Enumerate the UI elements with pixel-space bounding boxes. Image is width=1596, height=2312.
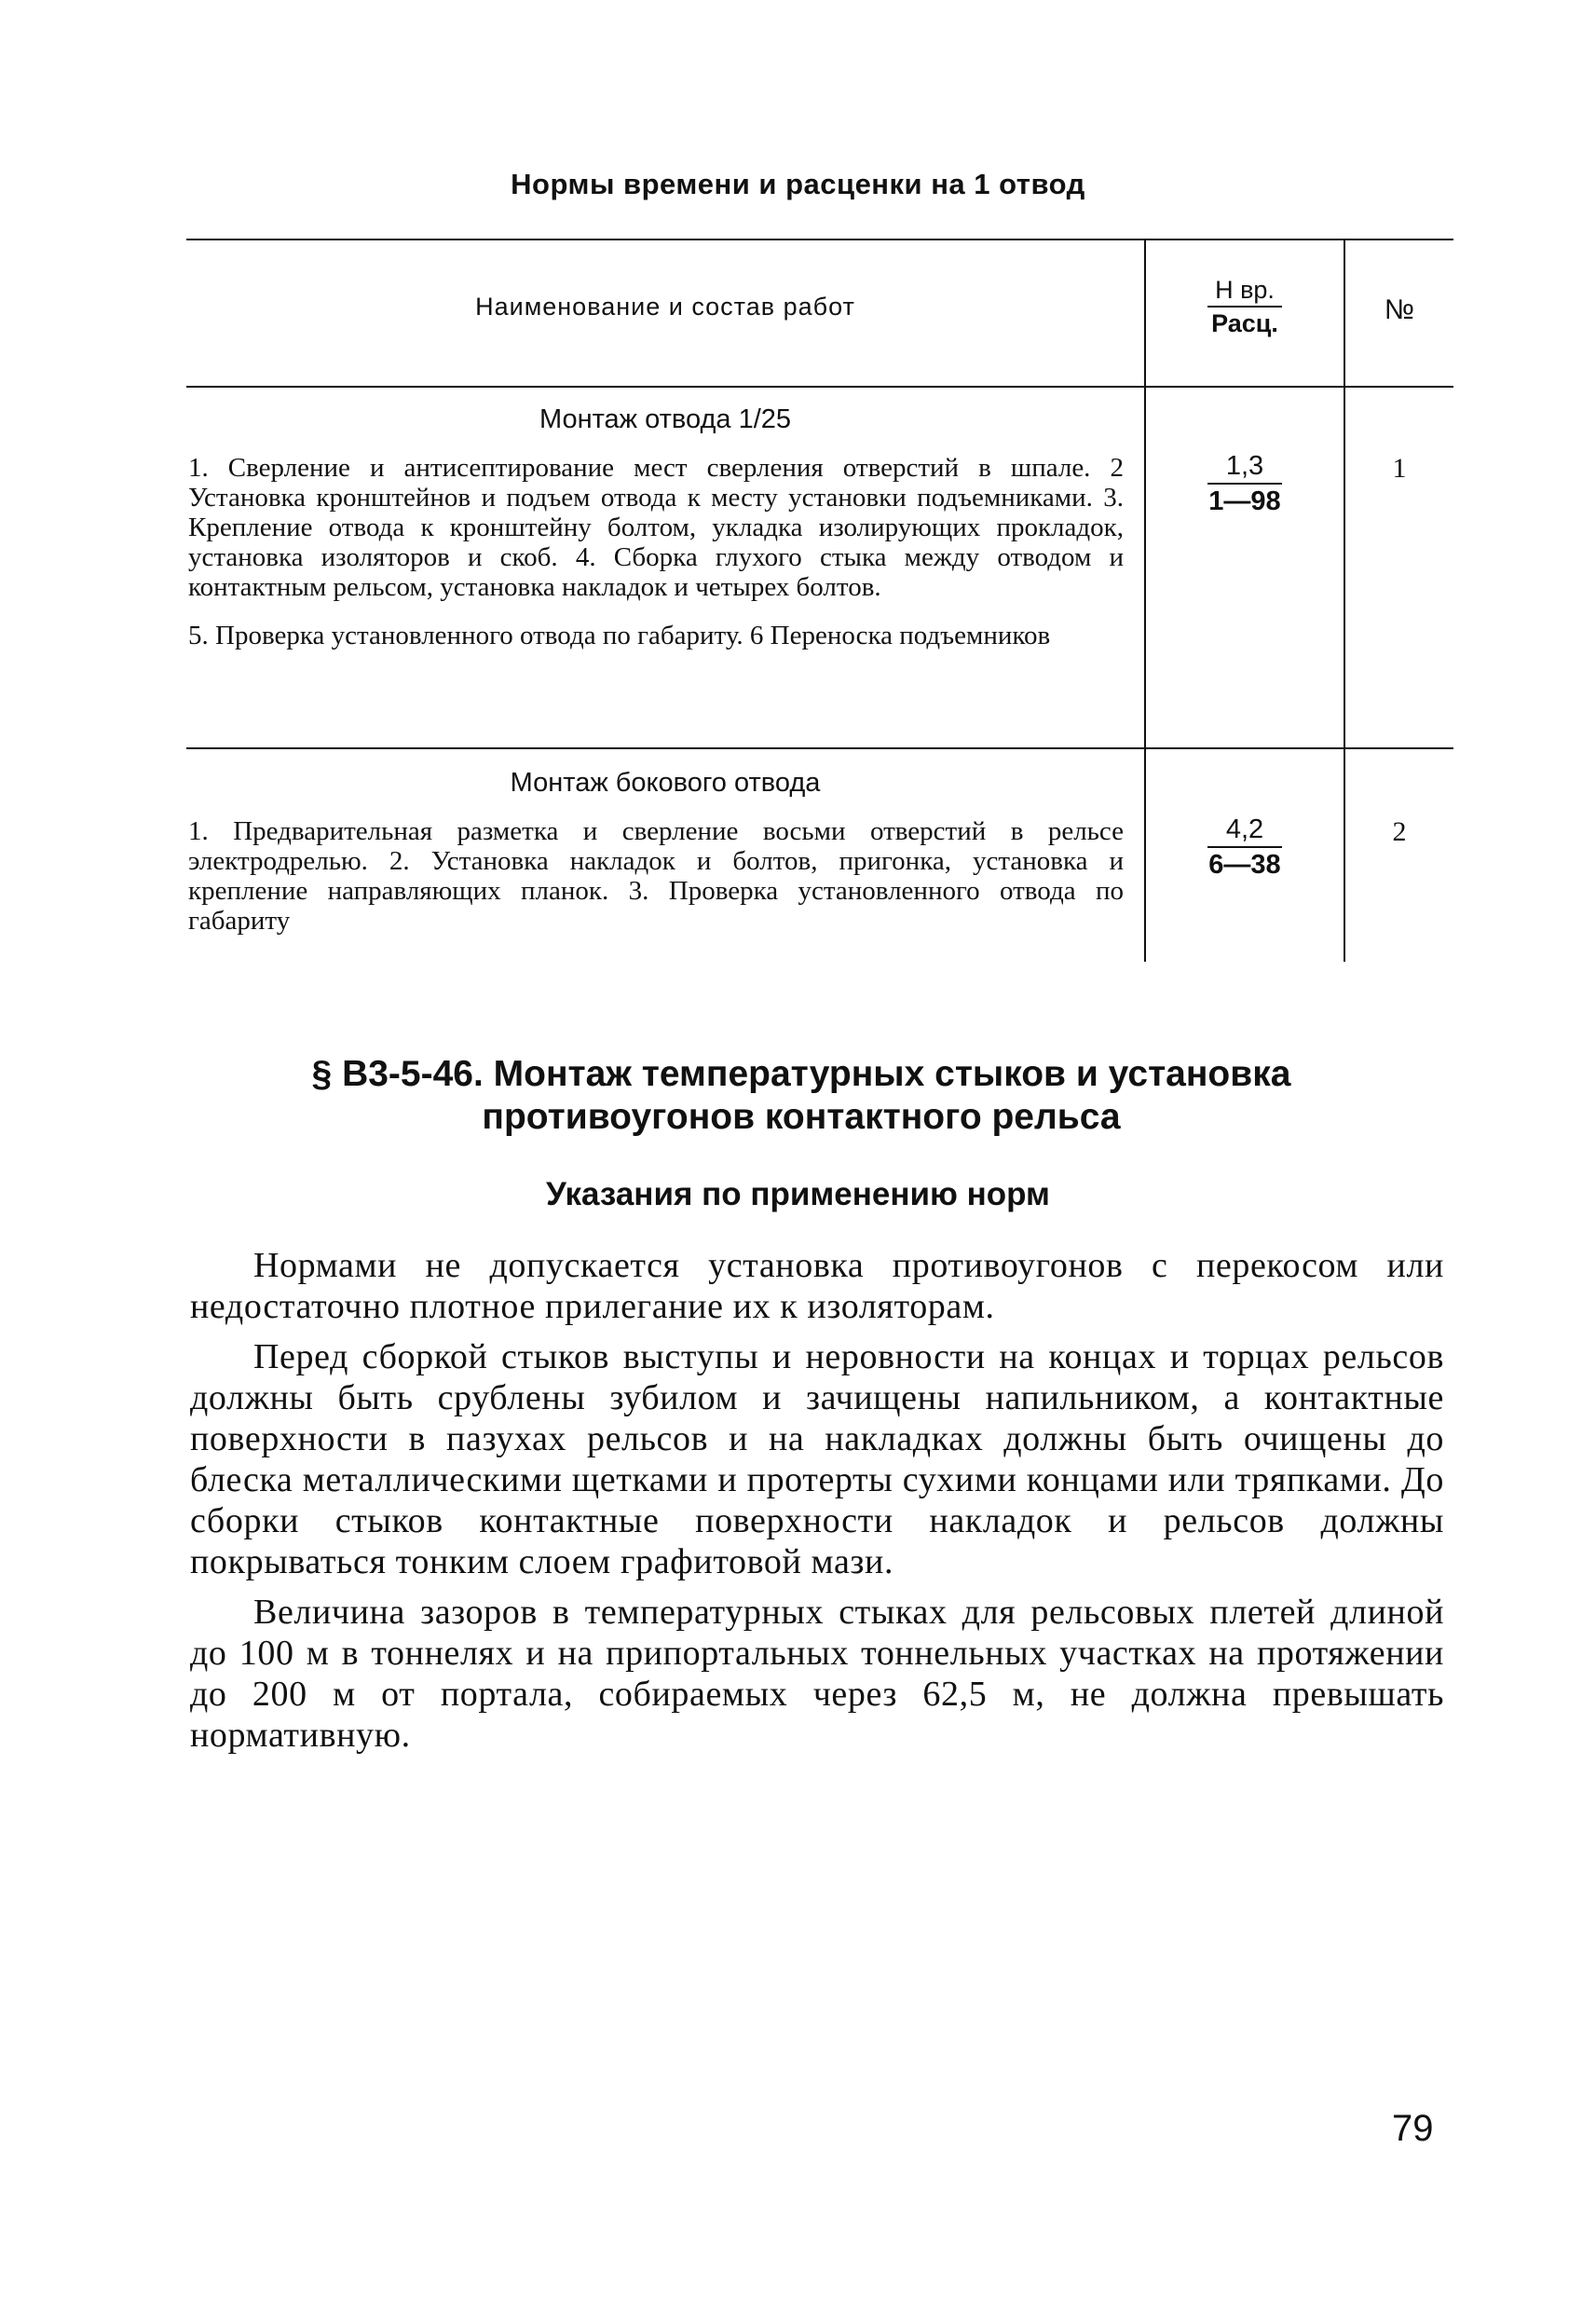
row-number: 2 <box>1392 816 1407 847</box>
header-rate-label: Расц. <box>1211 309 1278 337</box>
section-heading: § В3-5-46. Монтаж температурных стыков и установка противоугонов контактного рельса <box>311 1054 1291 1137</box>
section-body <box>190 1245 1444 1765</box>
section-subheading: Указания по применению норм <box>546 1176 1050 1212</box>
table-top-rule <box>186 239 1453 240</box>
row-norm-rate <box>1146 813 1344 882</box>
row-norm-rate <box>1146 449 1344 518</box>
row-title: Монтаж отвода 1/25 <box>539 404 792 434</box>
column-divider-2 <box>1344 239 1345 962</box>
norms-table <box>186 239 1453 962</box>
row-description: 1. Предварительная разметка и сверление восьми отверстий в рельсе электродрелью. 2. Установка накладок и болтов, пригонка, установка и крепление направляющих планок. 3. Проверка установленного отвода по габариту <box>188 816 1124 936</box>
row-description: 1. Сверление и антисептирование мест сверления отверстий в шпале. 2 Установка кронштейнов и подъем отвода к месту установки подъемниками. 3. Крепление отвода к кронштейну болтом, укладка изолирующих прокладок, установка изоляторов и скоб. 4. Сборка глухого стыка между отводом и контактным рельсом, установка накладок и четырех болтов. <box>188 453 1124 602</box>
header-work-name: Наименование и состав работ <box>475 293 855 321</box>
table-caption: Нормы времени и расценки на 1 отвод <box>511 168 1085 200</box>
row-description-continued: 5. Проверка установленного отвода по габариту. 6 Переноска подъемников <box>188 621 1051 650</box>
body-paragraph: Перед сборкой стыков выступы и неровности на концах и торцах рельсов должны быть срублены зубилом и зачищены напильником, а контактные поверхности в пазухах рельсов и на накладках должны быть очищены до блеска металлическими щетками и протерты сухими концами или тряпками. До сборки стыков контактные поверхности накладок и рельсов должны покрываться тонким слоем графитовой мази. <box>190 1337 1444 1581</box>
header-norm-rate <box>1146 274 1344 339</box>
row-norm-value: 4,2 <box>1207 813 1282 848</box>
body-paragraph: Величина зазоров в температурных стыках для рельсовых плетей длиной до 100 м в тоннелях и на припортальных тоннельных участках на протяжении до 200 м от портала, собираемых через 62,5 м, не должна превышать нормативную. <box>190 1593 1444 1755</box>
row-title: Монтаж бокового отвода <box>510 768 821 798</box>
header-bottom-rule <box>186 386 1453 388</box>
row-rate-value: 1—98 <box>1208 486 1281 516</box>
row-rate-value: 6—38 <box>1208 850 1281 880</box>
page-number: 79 <box>1392 2108 1434 2149</box>
header-number: № <box>1384 294 1415 325</box>
row-norm-value: 1,3 <box>1207 449 1282 485</box>
body-paragraph: Нормами не допускается установка противоугонов с перекосом или недостаточно плотное прилегание их к изоляторам. <box>190 1246 1444 1326</box>
row-separator-rule <box>186 747 1453 749</box>
row-number: 1 <box>1392 453 1407 484</box>
header-norm-label: Н вр. <box>1207 274 1282 308</box>
